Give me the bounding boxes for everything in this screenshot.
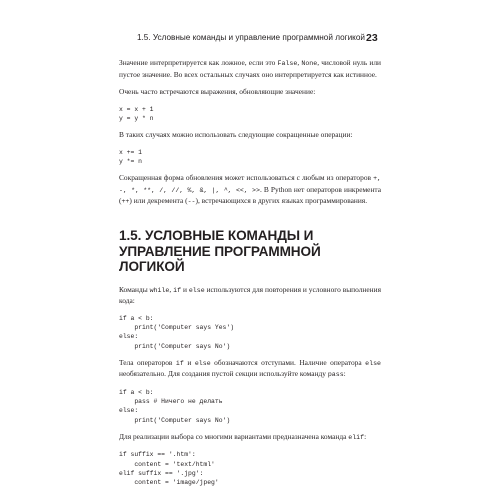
inline-code: +, -, *, **, /, //, %, &, |, ^, <<, >> [119,175,381,194]
inline-code: False [277,60,298,67]
paragraph-falsy-values: Значение интерпретируется как ложное, если это False, None, числовой нуль или пустое значение. Во всех остальных случаях оно интерпретируется как истинное. [119,58,381,79]
code-block-elif: if suffix == '.htm': content = 'text/html' elif suffix == '.jpg': content = 'image/jpeg' [119,451,219,486]
paragraph-indentation: Тела операторов if и else обозначаются отступами. Наличие оператора else необязательно. Для создания пустой секции используйте команду pass: [119,357,381,379]
inline-code: pass [327,371,344,379]
inline-code: else [194,359,211,367]
paragraph-control-flow: Команды while, if и else используются для повторения и условного выполнения кода: [119,284,381,306]
inline-code: None [301,60,318,67]
inline-code: -- [187,198,196,206]
paragraph-elif: Для реализации выбора со многими вариантами предназначена команда elif: [119,431,367,441]
inline-code: elif [348,433,365,441]
inline-code: else [188,286,205,294]
running-title: 1.5. Условные команды и управление программной логикой [136,33,365,42]
code-block-if-else: if a < b: print('Computer says Yes') else: print('Computer says No') [119,314,235,350]
inline-code: while [149,286,170,294]
page-header [0,33,500,47]
paragraph-augmented-operators: Сокращенная форма обновления может использоваться с любым из операторов +, -, *, **, /, //, %, &, |, ^, <<, >>. В Python нет операторов инкремента (++) или декремента (--), встречающихся в других языках программирования. [119,173,381,206]
inline-code: else [365,359,381,367]
page-body [119,58,381,487]
paragraph-shorthand: В таких случаях можно использовать следующие сокращенные операции: [119,130,353,140]
code-block-shorthand: x += 1 y *= n [119,148,143,165]
inline-code: if [175,359,184,367]
paragraph-update-expressions: Очень часто встречаются выражения, обновляющие значение: [119,87,316,97]
inline-code: ++ [121,198,130,206]
page-number: 23 [366,32,378,44]
code-block-pass: if a < b: pass # Ничего не делать else: print('Computer says No') [119,388,231,424]
code-block-update: x = x + 1 y = y * n [119,105,154,122]
inline-code: if [173,286,182,294]
section-heading: 1.5. УСЛОВНЫЕ КОМАНДЫ И УПРАВЛЕНИЕ ПРОГРАММНОЙ ЛОГИКОЙ [119,227,321,275]
